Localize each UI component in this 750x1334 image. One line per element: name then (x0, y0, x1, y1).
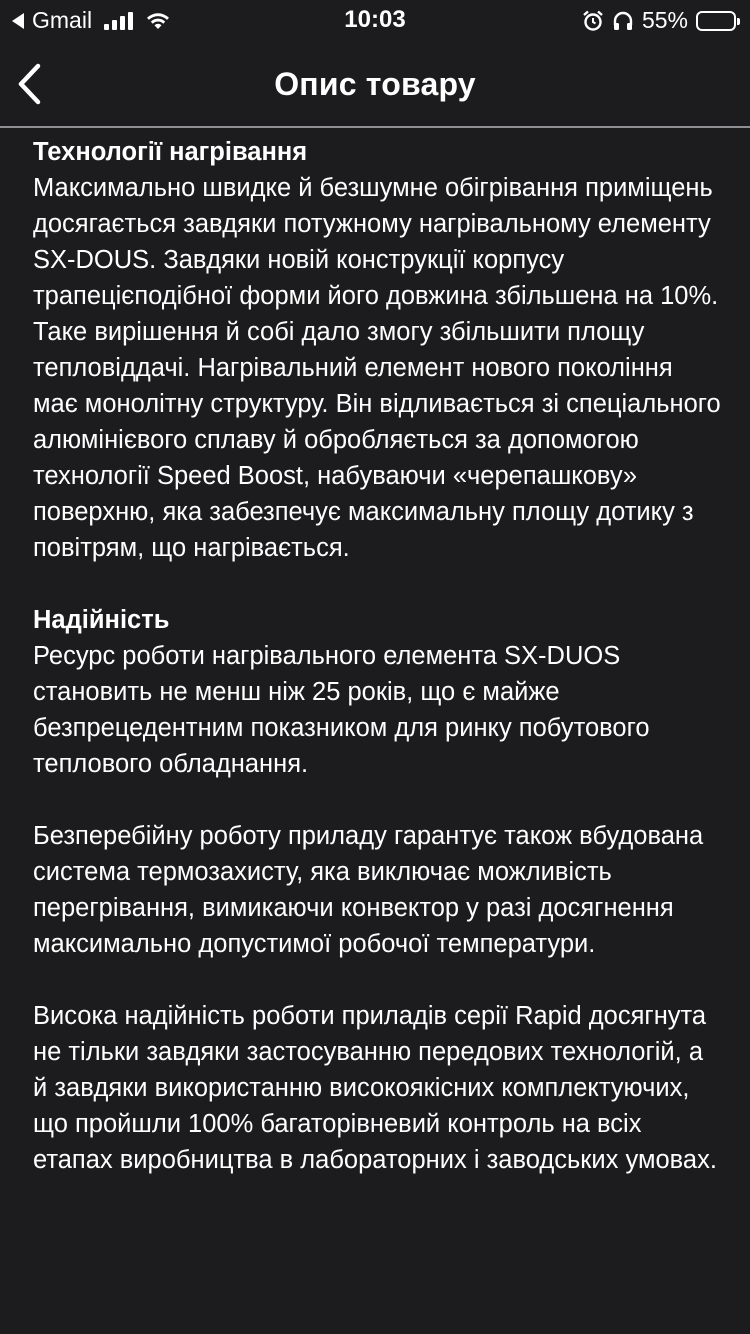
status-time: 10:03 (344, 6, 406, 33)
paragraph-thermal-protection: Безперебійну роботу приладу гарантує також вбудована система термозахисту, яка виключає можливість перегрівання, вимикаючи конвектор у разі досягнення максимально допустимої робочої температури. (33, 822, 704, 958)
section-text-reliability: Ресурс роботи нагрівального елемента SX-DUOS становить не менш ніж 25 років, що є майже безпрецедентним показником для ринку побутового теплового обладнання. (33, 642, 650, 778)
status-right (582, 7, 736, 34)
product-description (33, 134, 723, 1178)
paragraph-quality: Висока надійність роботи приладів серії Rapid досягнута не тільки завдяки застосуванню передових технологій, а й завдяки використанню високоякісних комплектуючих, що пройшли 100% багаторівневий контроль на всіх етапах виробництва в лабораторних і заводських умовах. (33, 1002, 717, 1174)
section-title-heating: Технології нагрівання (33, 138, 308, 166)
page-title: Опис товару (274, 66, 476, 102)
carrier-label[interactable]: Gmail (32, 7, 93, 33)
status-bar (0, 0, 750, 40)
section-title-reliability: Надійність (33, 606, 170, 634)
section-text-heating: Максимально швидке й безшумне обігрівання приміщень досягається завдяки потужному нагрівальному елементу SX-DOUS. Завдяки новій конструкції корпусу трапецієподібної форми його довжина збільшена на 10%. Таке вирішення й собі дало змогу збільшити площу тепловіддачі. Нагрівальний елемент нового покоління має монолітну структуру. Він відливається зі спеціального алюмінієвого сплаву й обробляється за допомогою технології Speed Boost, набуваючи «черепашкову» поверхню, яка забезпечує максимальну площу дотику з повітрям, що нагрівається. (33, 174, 721, 562)
battery-icon (696, 11, 736, 31)
battery-percent: 55% (641, 7, 688, 33)
alarm-icon (582, 10, 604, 32)
headphones-icon (612, 10, 634, 32)
navigation-bar (0, 40, 750, 128)
